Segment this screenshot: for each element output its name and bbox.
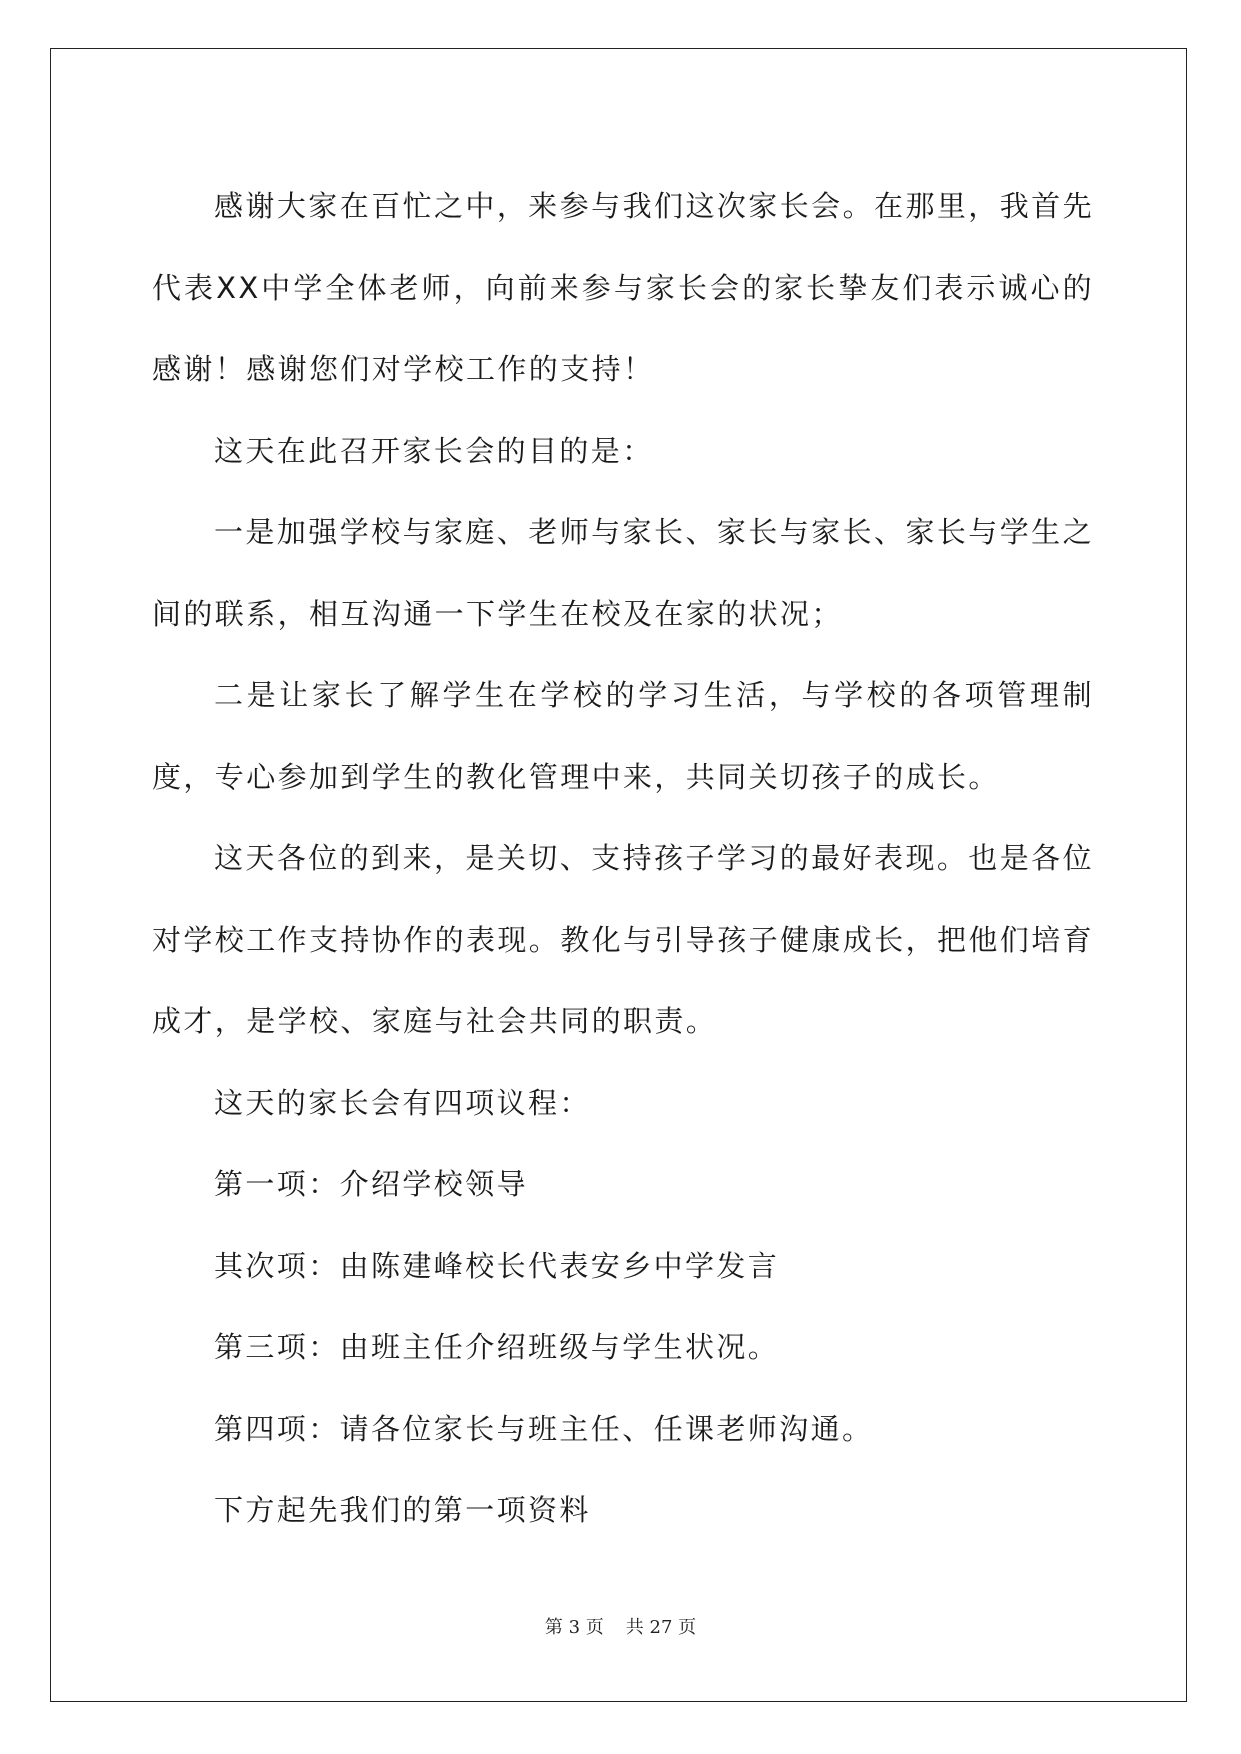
paragraph-support: 这天各位的到来，是关切、支持孩子学习的最好表现。也是各位对学校工作支持协作的表现。教化与引导孩子健康成长，把他们培育成才，是学校、家庭与社会共同的职责。 bbox=[152, 841, 1095, 1038]
document-body bbox=[152, 166, 1094, 1552]
agenda-item-2: 其次项：由陈建峰校长代表安乡中学发言 bbox=[214, 1248, 780, 1283]
paragraph-closing: 下方起先我们的第一项资料 bbox=[214, 1493, 591, 1527]
agenda-item-3: 第三项：由班主任介绍班级与学生状况。 bbox=[214, 1330, 780, 1364]
paragraph-agenda-intro: 这天的家长会有四项议程： bbox=[214, 1085, 591, 1120]
agenda-item-4: 第四项：请各位家长与班主任、任课老师沟通。 bbox=[214, 1411, 874, 1446]
page-number: 第 3 页 bbox=[544, 1617, 604, 1638]
page-total: 共 27 页 bbox=[625, 1617, 697, 1638]
paragraph-purpose-intro: 这天在此召开家长会的目的是： bbox=[214, 433, 654, 468]
paragraph-purpose-two: 二是让家长了解学生在学校的学习生活，与学校的各项管理制度，专心参加到学生的教化管理中来，共同关切孩子的成长。 bbox=[152, 678, 1094, 794]
paragraph-purpose-one: 一是加强学校与家庭、老师与家长、家长与家长、家长与学生之间的联系，相互沟通一下学生在校及在家的状况； bbox=[152, 515, 1094, 631]
paragraph-welcome: 感谢大家在百忙之中，来参与我们这次家长会。在那里，我首先代表XX中学全体老师，向前来参与家长会的家长挚友们表示诚心的感谢！感谢您们对学校工作的支持！ bbox=[152, 189, 1094, 386]
page-footer bbox=[0, 1613, 1241, 1639]
agenda-item-1: 第一项：介绍学校领导 bbox=[214, 1167, 529, 1201]
